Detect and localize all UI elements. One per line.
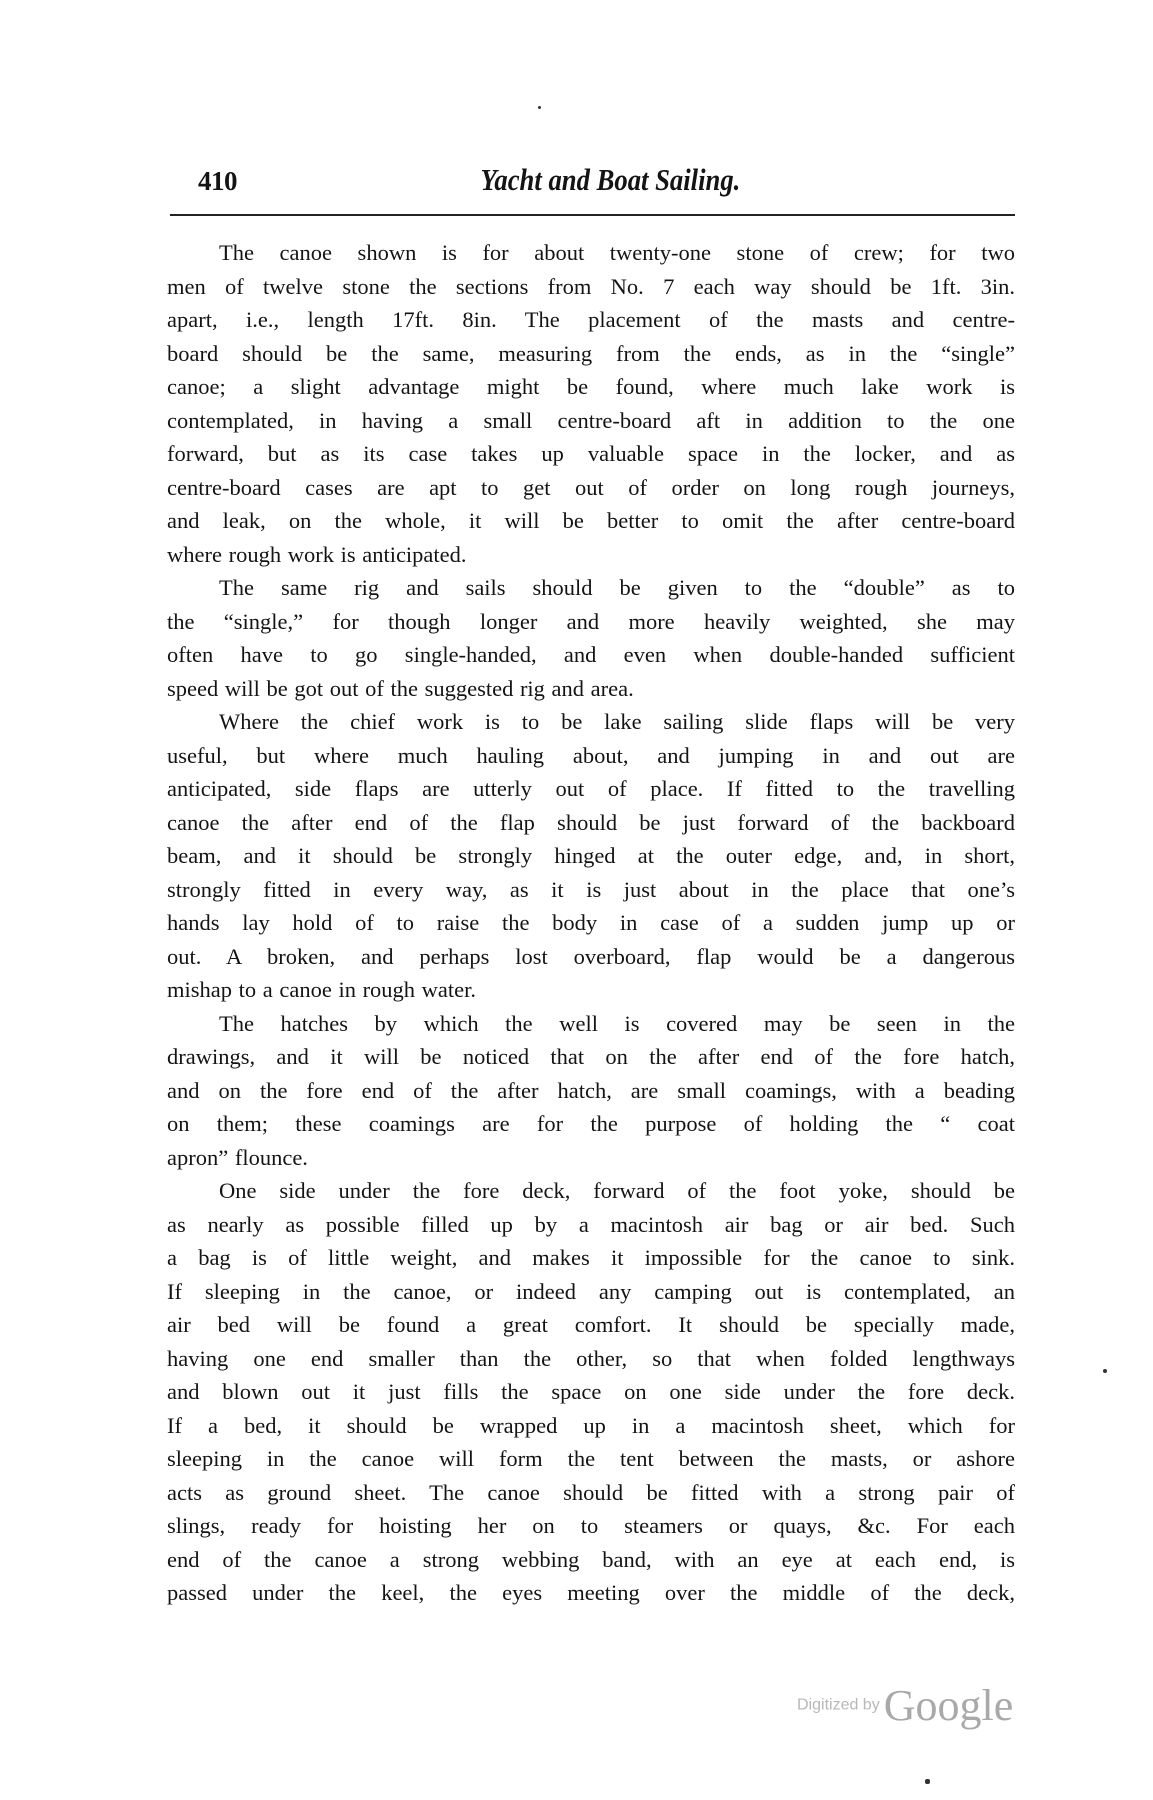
- text-line: contemplated, in having a small centre-board aft in addition to the one: [167, 407, 1015, 433]
- text-line: slings, ready for hoisting her on to steamers or quays, &c. For each: [167, 1513, 1015, 1538]
- text-line: sleeping in the canoe will form the tent between the masts, or ashore: [167, 1446, 1015, 1471]
- text-line: One side under the fore deck, forward of the foot yoke, should be: [219, 1178, 1015, 1203]
- scan-speck: [925, 1779, 930, 1784]
- paragraph: [167, 1174, 1015, 1610]
- text-line: board should be the same, measuring from the ends, as in the “single”: [167, 340, 1015, 366]
- watermark-brand: Google: [883, 1681, 1014, 1730]
- text-line: where rough work is anticipated.: [167, 541, 467, 567]
- text-line: having one end smaller than the other, so that when folded lengthways: [167, 1345, 1015, 1371]
- text-line: drawings, and it will be noticed that on the after end of the fore hatch,: [167, 1044, 1015, 1069]
- text-line: The canoe shown is for about twenty-one stone of crew; for two: [219, 240, 1015, 265]
- text-line: canoe the after end of the flap should be just forward of the backboard: [167, 809, 1015, 835]
- text-line: beam, and it should be strongly hinged at the outer edge, and, in short,: [167, 843, 1015, 868]
- text-line: and on the fore end of the after hatch, are small coamings, with a beading: [167, 1077, 1015, 1103]
- paragraph: [167, 571, 1015, 705]
- text-line: men of twelve stone the sections from No. 7 each way should be 1ft. 3in.: [167, 273, 1015, 299]
- scan-speck: [1103, 1369, 1107, 1373]
- text-line: strongly fitted in every way, as it is just about in the place that one’s: [167, 876, 1015, 902]
- running-title: [85, 162, 1077, 198]
- text-line: out. A broken, and perhaps lost overboard, flap would be a dangerous: [167, 943, 1015, 969]
- text-line: passed under the keel, the eyes meeting over the middle of the deck,: [167, 1580, 1015, 1605]
- text-line: If a bed, it should be wrapped up in a macintosh sheet, which for: [167, 1412, 1015, 1438]
- text-line: forward, but as its case takes up valuable space in the locker, and as: [167, 441, 1015, 466]
- paragraph: [167, 705, 1015, 1007]
- header-rule: [170, 214, 1015, 216]
- text-line: mishap to a canoe in rough water.: [167, 977, 477, 1002]
- page-number: 410: [198, 166, 237, 196]
- text-line: Where the chief work is to be lake sailing slide flaps will be very: [219, 709, 1015, 734]
- text-line: speed will be got out of the suggested rig and area.: [167, 675, 634, 701]
- body-text: [167, 236, 1015, 1610]
- text-line: canoe; a slight advantage might be found, where much lake work is: [167, 374, 1015, 399]
- watermark: [797, 1680, 1013, 1731]
- text-line: air bed will be found a great comfort. It should be specially made,: [167, 1312, 1015, 1337]
- text-line: on them; these coamings are for the purpose of holding the “ coat: [167, 1111, 1015, 1136]
- text-line: anticipated, side flaps are utterly out of place. If fitted to the travelling: [167, 776, 1015, 801]
- text-line: useful, but where much hauling about, and jumping in and out are: [167, 742, 1015, 768]
- text-line: often have to go single-handed, and even when double-handed sufficient: [167, 642, 1015, 667]
- text-line: acts as ground sheet. The canoe should be fitted with a strong pair of: [167, 1479, 1015, 1505]
- text-line: as nearly as possible filled up by a macintosh air bag or air bed. Such: [167, 1211, 1015, 1237]
- text-line: hands lay hold of to raise the body in case of a sudden jump up or: [167, 910, 1015, 935]
- text-line: The hatches by which the well is covered may be seen in the: [219, 1010, 1015, 1036]
- paragraph: [167, 236, 1015, 571]
- text-line: the “single,” for though longer and more heavily weighted, she may: [167, 608, 1015, 634]
- text-line: end of the canoe a strong webbing band, with an eye at each end, is: [167, 1546, 1015, 1572]
- text-line: centre-board cases are apt to get out of order on long rough journeys,: [167, 474, 1015, 500]
- watermark-prefix: Digitized by: [797, 1696, 880, 1714]
- running-title-text: Yacht and Boat Sailing.: [480, 162, 741, 197]
- text-line: apart, i.e., length 17ft. 8in. The placement of the masts and centre-: [167, 307, 1015, 332]
- text-line: and leak, on the whole, it will be better to omit the after centre-board: [167, 508, 1015, 533]
- text-line: a bag is of little weight, and makes it impossible for the canoe to sink.: [167, 1245, 1015, 1270]
- text-line: The same rig and sails should be given to the “double” as to: [219, 575, 1015, 600]
- text-line: If sleeping in the canoe, or indeed any camping out is contemplated, an: [167, 1278, 1015, 1304]
- scan-speck: [538, 106, 541, 109]
- text-line: and blown out it just fills the space on one side under the fore deck.: [167, 1379, 1015, 1404]
- text-line: apron” flounce.: [167, 1144, 308, 1170]
- paragraph: [167, 1007, 1015, 1175]
